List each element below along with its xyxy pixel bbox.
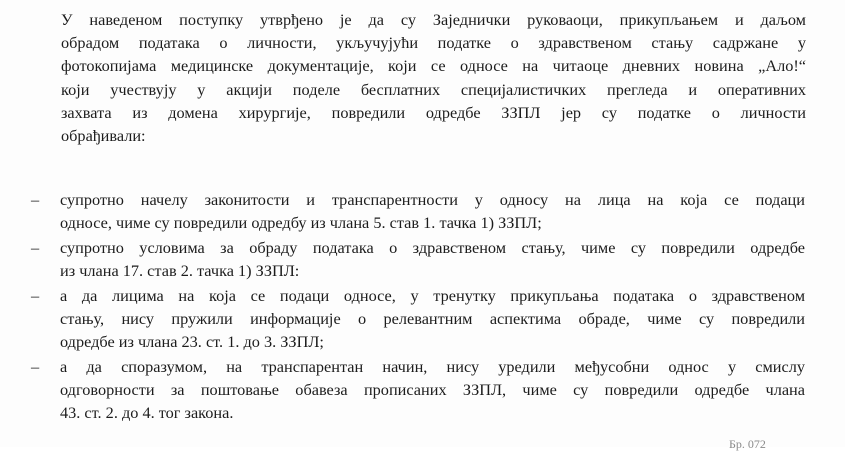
violations-list [0,188,845,426]
page-number-fragment: Бр. 072 [729,437,766,451]
intro-line: фотокопијама медицинске документације, који се односе на читаоце дневних новина „Ало!“ [61,56,806,76]
list-item-line: супротно начелу законитости и транспарентности у односу на лица на која се подаци [60,190,805,209]
list-dash: – [31,286,40,305]
list-item-line: одговорности за поштовање обавеза прописаних ЗЗПЛ, чиме су повредили одредбе члана [60,380,805,399]
list-item-line: из члана 17. став 2. тачка 1) ЗЗПЛ: [60,261,300,280]
list-item [0,236,845,282]
list-dash: – [31,238,40,257]
intro-line: захвата из домена хирургије, повредили одредбе ЗЗПЛ јер су податке о личности [61,102,806,122]
list-item-line: а да лицима на која се подаци односе, у тренутку прикупљања података о здравственом [60,286,805,305]
list-item-text [60,284,805,353]
intro-paragraph [61,8,806,147]
list-item-line: а да споразумом, на транспарентан начин, нису уредили међусобни однос у смислу [60,357,805,376]
list-item [0,188,845,234]
list-item-text [60,236,805,282]
intro-line: обрадом података о личности, укључујући податке о здравственом стању садржане у [61,33,806,53]
list-item-line: супротно условима за обраду података о здравственом стању, чиме су повредили одредбе [60,238,805,257]
intro-line: обрађивали: [61,126,146,146]
list-item-line: 43. ст. 2. до 4. тог закона. [60,403,234,422]
list-dash: – [31,190,40,209]
intro-line: У наведеном поступку утврђено је да су Заједнички руковаоци, прикупљањем и даљом [61,10,806,29]
list-item [0,284,845,353]
intro-line: који учествују у акцији поделе бесплатних специјалистичких прегледа и оперативних [61,79,806,99]
list-dash: – [31,357,40,376]
list-item-text [60,355,805,424]
list-item-line: стању, нису пружили информације о релевантним аспектима обраде, чиме су повредили [60,309,805,328]
list-item-line: односе, чиме су повредили одредбу из члана 5. став 1. тачка 1) ЗЗПЛ; [60,213,542,232]
list-item-line: одредбе из члана 23. ст. 1. до 3. ЗЗПЛ; [60,332,324,351]
list-item-text [60,188,805,234]
list-item [0,355,845,424]
